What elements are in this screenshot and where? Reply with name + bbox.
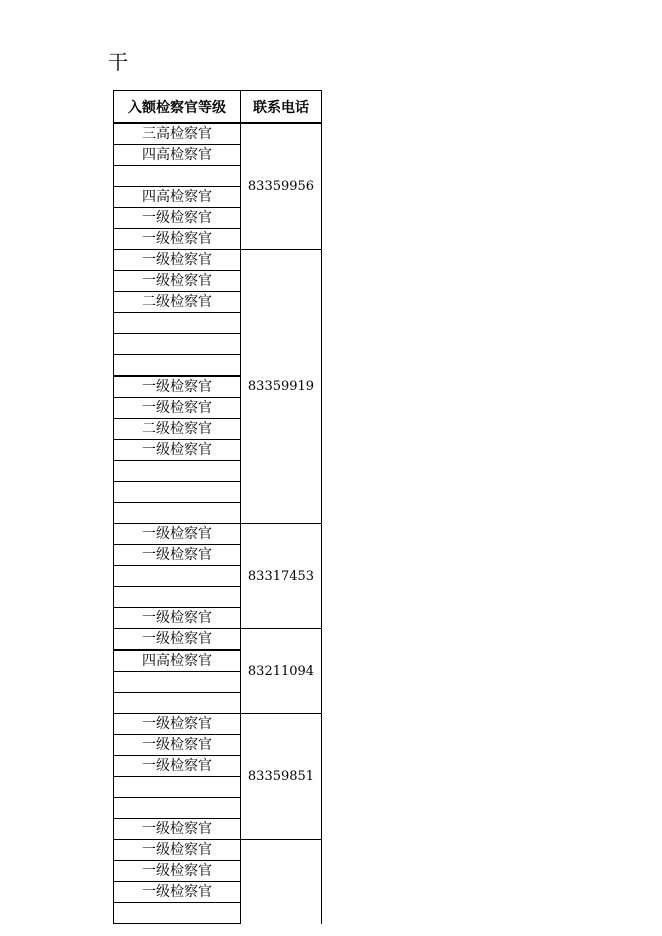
header-phone: 联系电话 [241,91,322,124]
rank-cell [114,798,241,819]
phone-cell: 83211094 [241,629,322,714]
rank-cell [114,503,241,524]
rank-cell: 一级检察官 [114,250,241,271]
rank-cell: 一级检察官 [114,398,241,419]
rank-cell: 三高检察官 [114,123,241,145]
rank-cell: 一级检察官 [114,524,241,545]
rank-cell: 一级检察官 [114,756,241,777]
rank-cell [114,482,241,503]
rank-cell: 一级检察官 [114,608,241,629]
rank-cell [114,461,241,482]
rank-cell [114,566,241,587]
phone-cell: 83359956 [241,123,322,250]
rank-cell: 二级检察官 [114,419,241,440]
rank-cell [114,693,241,714]
rank-cell [114,777,241,798]
rank-cell: 一级检察官 [114,882,241,903]
rank-cell: 一级检察官 [114,735,241,756]
table-row [114,714,322,735]
phone-cell: 83317453 [241,524,322,629]
rank-cell [114,672,241,693]
rank-cell: 一级检察官 [114,440,241,461]
rank-cell: 一级检察官 [114,545,241,566]
rank-cell [114,313,241,334]
header-row [114,91,322,124]
phone-cell [241,840,322,924]
table-row [114,629,322,651]
table-row [114,123,322,145]
header-rank: 入额检察官等级 [114,91,241,124]
rank-cell [114,587,241,608]
table-row [114,250,322,271]
rank-cell [114,166,241,187]
rank-cell: 一级检察官 [114,376,241,398]
table-body [114,123,322,924]
rank-cell: 一级检察官 [114,819,241,840]
rank-cell: 一级检察官 [114,229,241,250]
rank-cell [114,334,241,355]
rank-cell: 一级检察官 [114,629,241,651]
rank-cell: 二级检察官 [114,292,241,313]
rank-cell: 一级检察官 [114,271,241,292]
table-row [114,524,322,545]
page-heading: 干 [108,50,128,74]
rank-cell: 一级检察官 [114,208,241,229]
phone-cell: 83359919 [241,250,322,524]
prosecutor-contact-table [113,90,322,924]
phone-cell: 83359851 [241,714,322,840]
rank-cell: 四高检察官 [114,145,241,166]
rank-cell: 四高检察官 [114,187,241,208]
rank-cell: 四高检察官 [114,650,241,672]
rank-cell [114,903,241,924]
rank-cell: 一级检察官 [114,714,241,735]
rank-cell: 一级检察官 [114,861,241,882]
rank-cell [114,355,241,377]
table-row [114,840,322,861]
rank-cell: 一级检察官 [114,840,241,861]
